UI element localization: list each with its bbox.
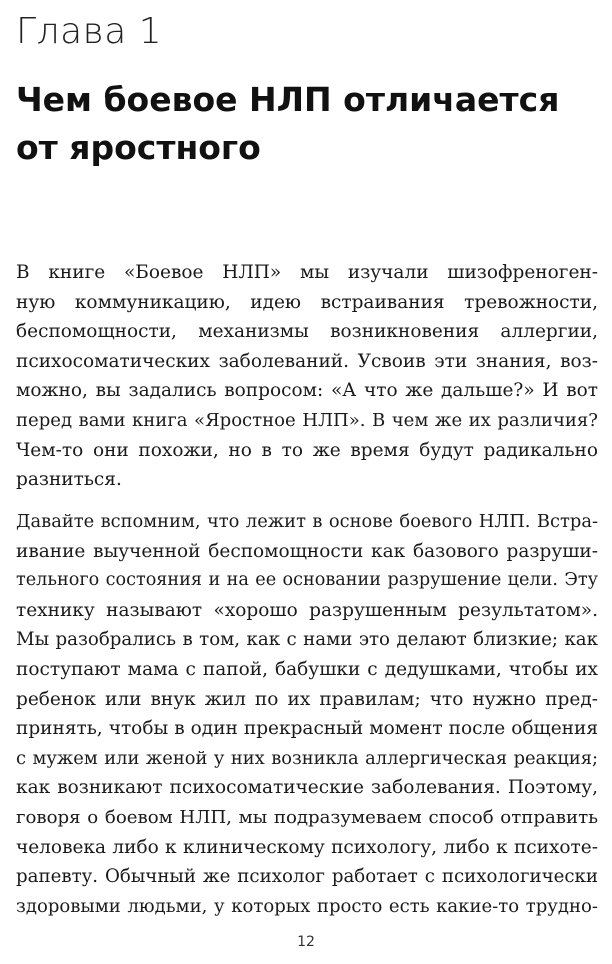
text-line: поступают мама с папой, бабушки с дедушками, чтобы их (16, 658, 598, 680)
text-line: рапевту. Обычный же психолог работает с психологически (16, 866, 598, 888)
chapter-title-line: от яростного (16, 128, 261, 167)
text-line: перед вами книга «Яростное НЛП». В чем же их различия? (16, 409, 598, 431)
text-line: беспомощности, механизмы возникновения аллергии, (16, 321, 598, 343)
text-line: с мужем или женой у них возникла аллергическая реакция; (16, 747, 598, 769)
text-line: говоря о боевом НЛП, мы подразумеваем способ отправить (16, 806, 598, 828)
text-line: ребенок или внук жил по их правилам; что нужно пред- (16, 688, 598, 710)
chapter-label: Глава 1 (16, 11, 163, 52)
text-line: ивание выученной беспомощности как базового разруши- (16, 540, 598, 562)
text-line: разниться. (16, 469, 122, 491)
text-line: технику называют «хорошо разрушенным результатом». (16, 599, 598, 621)
text-line: здоровыми людьми, у которых просто есть какие-то трудно- (16, 895, 598, 917)
page-number: 12 (297, 934, 315, 950)
text-line: психосоматических заболеваний. Усвоив эти знания, воз- (16, 350, 598, 372)
text-line: В книге «Боевое НЛП» мы изучали шизофреноген- (16, 262, 598, 283)
chapter-title (16, 76, 596, 172)
paragraph-2 (16, 507, 598, 921)
text-line: можно, вы задались вопросом: «А что же дальше?» И вот (16, 380, 598, 402)
text-line: Мы разобрались в том, как с нами это делают близкие; как (16, 629, 598, 651)
text-line: человека либо к клиническому психологу, либо к психоте- (16, 836, 598, 858)
text-line: принять, чтобы в один прекрасный момент после общения (16, 718, 598, 740)
paragraph-1 (16, 258, 598, 495)
text-line: ную коммуникацию, идею встраивания тревожности, (16, 291, 598, 313)
text-line: Давайте вспомним, что лежит в основе боевого НЛП. Встра- (16, 511, 598, 532)
text-line: как возникают психосоматические заболевания. Поэтому, (16, 777, 598, 799)
chapter-title-line: Чем боевое НЛП отличается (16, 80, 560, 119)
text-line: Чем-то они похожи, но в то же время будут радикально (16, 439, 598, 461)
text-line: тельного состояния и на ее основании разрушение цели. Эту (16, 570, 598, 591)
